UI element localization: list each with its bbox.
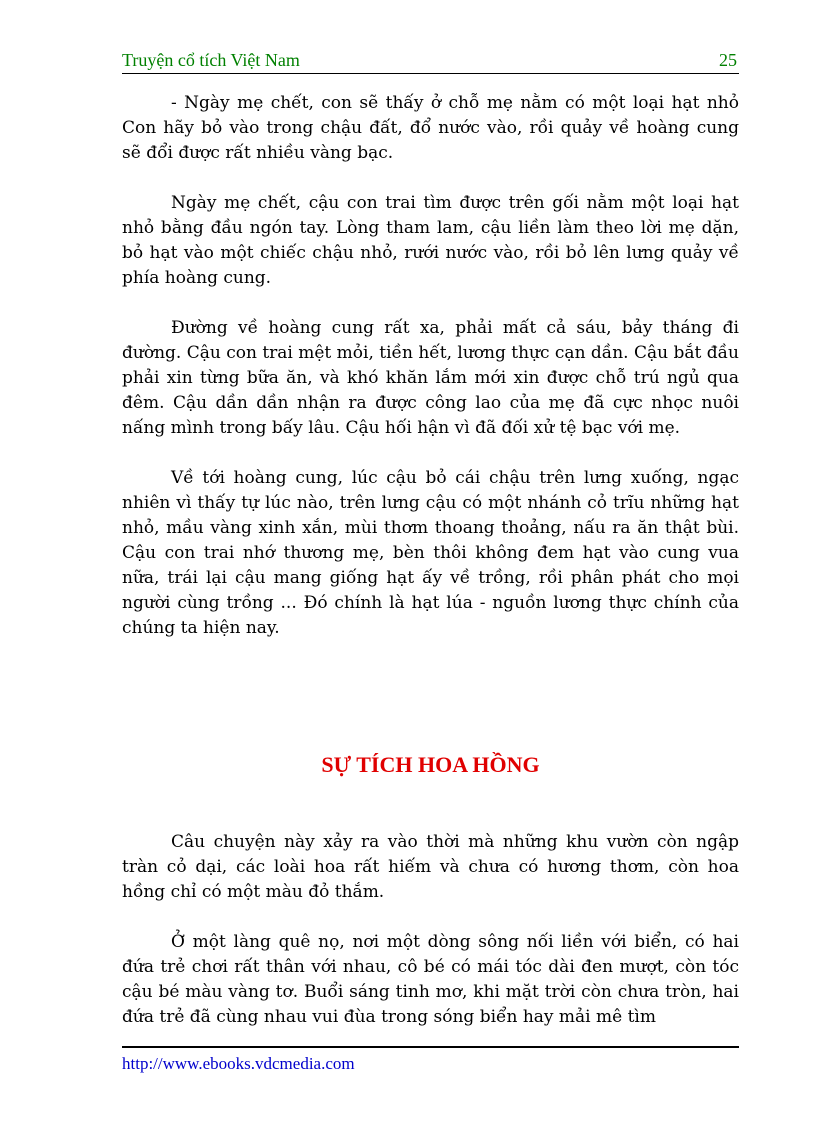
paragraph: Câu chuyện này xảy ra vào thời mà những khu vườn còn ngập tràn cỏ dại, các loài hoa rất hiếm và chưa có hương thơm, còn hoa hồng chỉ có một màu đỏ thắm.: [122, 832, 739, 902]
paragraph: Đường về hoàng cung rất xa, phải mất cả sáu, bảy tháng đi đường. Cậu con trai mệt mỏi, tiền hết, lương thực cạn dần. Cậu bắt đầu phải xin từng bữa ăn, và khó khăn lắm mới xin được chỗ trú ngủ qua đêm. Cậu dần dần nhận ra được công lao của mẹ đã cực nhọc nuôi nấng mình trong bấy lâu. Cậu hối hận vì đã đối xử tệ bạc với mẹ.: [122, 318, 739, 438]
paragraph: Ở một làng quê nọ, nơi một dòng sông nối liền với biển, có hai đứa trẻ chơi rất thân với nhau, cô bé có mái tóc dài đen mượt, còn tóc cậu bé màu vàng tơ. Buổi sáng tinh mơ, khi mặt trời còn chưa tròn, hai đứa trẻ đã cùng nhau vui đùa trong sóng biển hay mải mê tìm: [122, 932, 739, 1027]
story-heading: SỰ TÍCH HOA HỒNG: [321, 752, 540, 777]
paragraph: Ngày mẹ chết, cậu con trai tìm được trên gối nằm một loại hạt nhỏ bằng đầu ngón tay. Lòng tham lam, cậu liền làm theo lời mẹ dặn, bỏ hạt vào một chiếc chậu nhỏ, rưới nước vào, rồi bỏ lên lưng quảy về phía hoàng cung.: [122, 193, 739, 288]
book-title: Truyện cổ tích Việt Nam: [122, 50, 300, 70]
footer-link[interactable]: http://www.ebooks.vdcmedia.com: [122, 1054, 355, 1073]
story-text-section-1: [122, 91, 739, 641]
header-divider: [122, 73, 739, 74]
footer-divider: [122, 1046, 739, 1048]
paragraph: Về tới hoàng cung, lúc cậu bỏ cái chậu trên lưng xuống, ngạc nhiên vì thấy tự lúc nào, trên lưng cậu có một nhánh cỏ trĩu những hạt nhỏ, mầu vàng xinh xắn, mùi thơm thoang thoảng, nấu ra ăn thật bùi. Cậu con trai nhớ thương mẹ, bèn thôi không đem hạt vào cung vua nữa, trái lại cậu mang giống hạt ấy về trồng, rồi phân phát cho mọi người cùng trồng ... Đó chính là hạt lúa - nguồn lương thực chính của chúng ta hiện nay.: [122, 468, 739, 638]
paragraph: - Ngày mẹ chết, con sẽ thấy ở chỗ mẹ nằm có một loại hạt nhỏ Con hãy bỏ vào trong chậu đất, đổ nước vào, rồi quảy về hoàng cung sẽ đổi được rất nhiều vàng bạc.: [122, 93, 739, 163]
page-number: 25: [719, 50, 737, 70]
story-text-section-2: [122, 830, 739, 1030]
page-header: [122, 50, 739, 72]
